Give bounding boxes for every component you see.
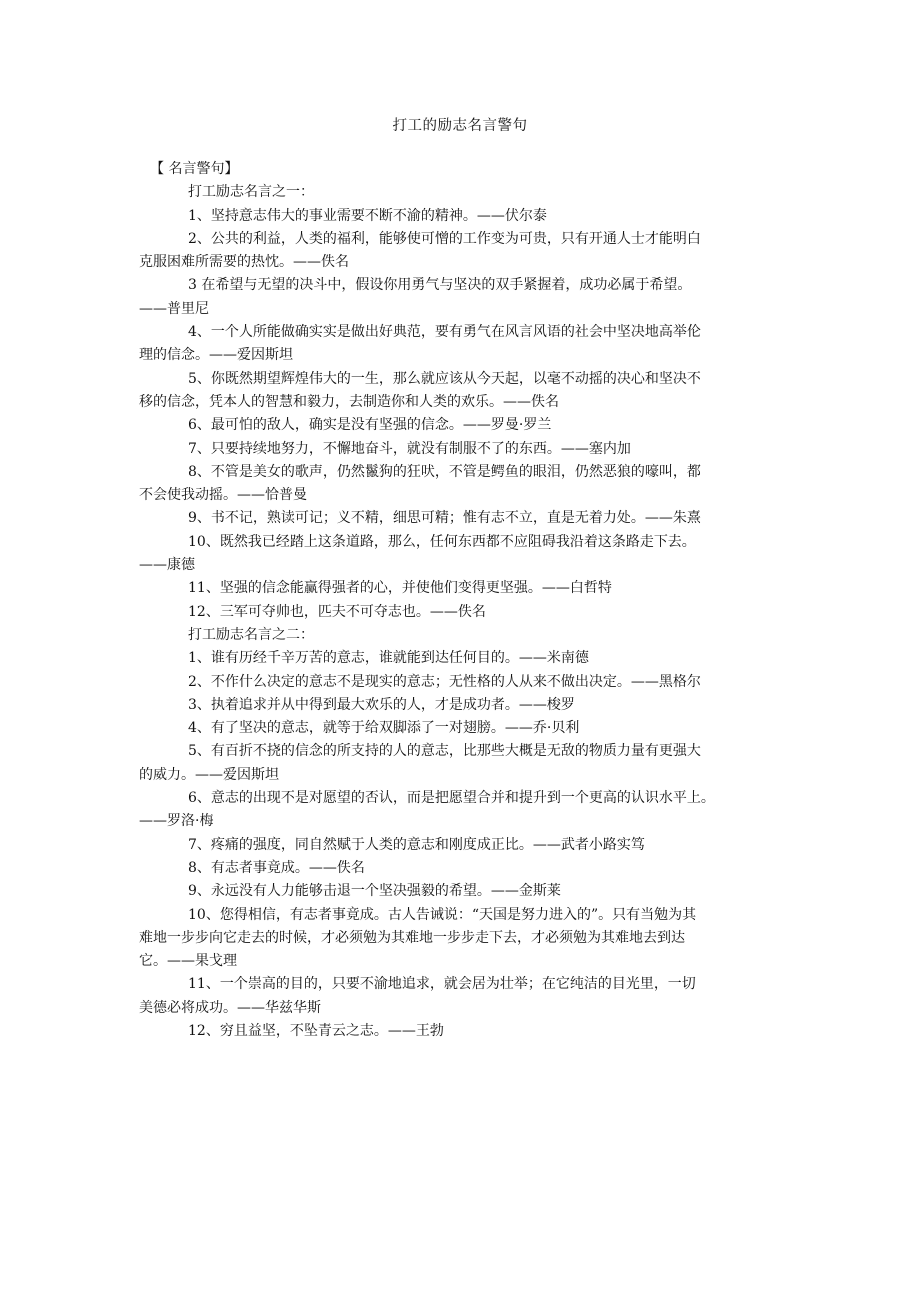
text-line: ——康德 bbox=[139, 557, 195, 574]
text-line: 11、一个崇高的目的，只要不渝地追求，就会居为壮举；在它纯洁的目光里，一切 bbox=[188, 976, 696, 993]
document-body bbox=[139, 158, 797, 1043]
text-line: 9、书不记，熟读可记；义不精，细思可精；惟有志不立，直是无着力处。——朱熹 bbox=[188, 510, 701, 527]
quote-list bbox=[139, 181, 797, 1043]
text-line: 7、疼痛的强度，同自然赋于人类的意志和刚度成正比。——武者小路实笃 bbox=[188, 836, 645, 853]
text-line: 7、只要持续地努力，不懈地奋斗，就没有制服不了的东西。——塞内加 bbox=[188, 440, 631, 457]
page-title: 打工的励志名言警句 bbox=[392, 118, 528, 134]
text-line: 2、公共的利益，人类的福利，能够使可憎的工作变为可贵，只有开通人士才能明白 bbox=[188, 230, 701, 247]
text-line: 5、有百折不挠的信念的所支持的人的意志，比那些大概是无敌的物质力量有更强大 bbox=[188, 743, 701, 760]
text-line: 4、有了坚决的意志，就等于给双脚添了一对翅膀。——乔·贝利 bbox=[188, 720, 580, 737]
text-line: 移的信念，凭本人的智慧和毅力，去制造你和人类的欢乐。——佚名 bbox=[139, 393, 559, 410]
text-line: 6、意志的出现不是对愿望的否认，而是把愿望合并和提升到一个更高的认识水平上。 bbox=[188, 790, 715, 807]
text-line: 美德必将成功。——华兹华斯 bbox=[139, 999, 321, 1016]
text-line: 3 在希望与无望的决斗中，假设你用勇气与坚决的双手紧握着，成功必属于希望。 bbox=[188, 277, 692, 294]
text-line: 打工励志名言之二： bbox=[188, 626, 314, 643]
text-line: 10、既然我已经踏上这条道路，那么，任何东西都不应阻碍我沿着这条路走下去。 bbox=[188, 533, 696, 550]
text-line: 12、三军可夺帅也，匹夫不可夺志也。——佚名 bbox=[188, 603, 486, 620]
text-line: 11、坚强的信念能赢得强者的心，并使他们变得更坚强。——白哲特 bbox=[188, 580, 612, 597]
text-line: 8、有志者事竟成。——佚名 bbox=[188, 859, 365, 876]
section-label: 【 名言警句】 bbox=[150, 161, 239, 177]
text-line: 1、坚持意志伟大的事业需要不断不渝的精神。——伏尔泰 bbox=[188, 207, 547, 224]
text-line: 的威力。——爱因斯坦 bbox=[139, 766, 279, 783]
text-line: 理的信念。——爱因斯坦 bbox=[139, 347, 293, 364]
text-line: 克服困难所需要的热忱。——佚名 bbox=[139, 254, 349, 271]
text-line: ——罗洛·梅 bbox=[139, 813, 214, 830]
text-line: 6、最可怕的敌人，确实是没有坚强的信念。——罗曼·罗兰 bbox=[188, 417, 552, 434]
text-line: 8、不管是美女的歌声，仍然鬣狗的狂吠，不管是鳄鱼的眼泪，仍然恶狼的嚎叫，都 bbox=[188, 463, 701, 480]
text-line: 4、一个人所能做确实实是做出好典范，要有勇气在风言风语的社会中坚决地高举伦 bbox=[188, 324, 701, 341]
text-line: 它。——果戈理 bbox=[139, 953, 237, 970]
text-line: ——普里尼 bbox=[139, 300, 209, 317]
text-line: 1、谁有历经千辛万苦的意志，谁就能到达任何目的。——米南德 bbox=[188, 650, 589, 667]
text-line: 5、你既然期望辉煌伟大的一生，那么就应该从今天起，以毫不动摇的决心和坚决不 bbox=[188, 370, 701, 387]
text-line: 12、穷且益坚，不坠青云之志。——王勃 bbox=[188, 1022, 444, 1039]
text-line: 9、永远没有人力能够击退一个坚决强毅的希望。——金斯莱 bbox=[188, 883, 561, 900]
text-line: 2、不作什么决定的意志不是现实的意志；无性格的人从来不做出决定。——黑格尔 bbox=[188, 673, 701, 690]
text-line: 3、执着追求并从中得到最大欢乐的人，才是成功者。——梭罗 bbox=[188, 696, 575, 713]
text-line: 难地一步步向它走去的时候，才必须勉为其难地一步步走下去，才必须勉为其难地去到达 bbox=[139, 929, 685, 946]
text-line: 打工励志名言之一： bbox=[188, 184, 314, 201]
text-line: 10、您得相信，有志者事竟成。古人告诫说：“天国是努力进入的”。只有当勉为其 bbox=[188, 906, 697, 923]
text-line: 不会使我动摇。——恰普曼 bbox=[139, 487, 307, 504]
